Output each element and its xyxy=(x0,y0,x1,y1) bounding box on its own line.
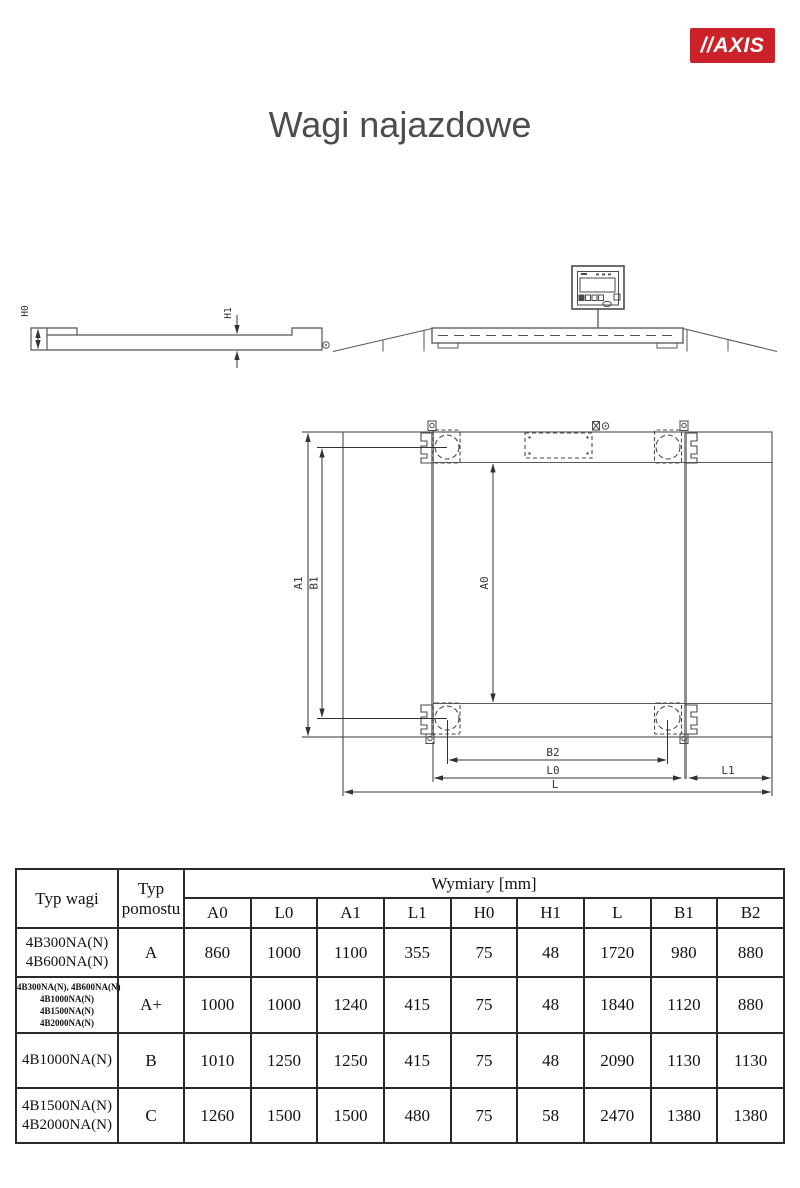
h1-label: H1 xyxy=(223,307,234,319)
side-view-profile xyxy=(31,328,322,350)
value-cell: 480 xyxy=(384,1088,451,1143)
l0-label: L0 xyxy=(546,764,560,777)
load-cell-bracket-top-right xyxy=(655,421,698,463)
l1-label: L1 xyxy=(721,764,735,777)
dim-col-header: H0 xyxy=(451,898,518,928)
pomost-cell: A xyxy=(118,928,184,977)
platform-outline xyxy=(343,432,772,737)
pomost-cell: B xyxy=(118,1033,184,1088)
value-cell: 1250 xyxy=(251,1033,318,1088)
value-cell: 1500 xyxy=(251,1088,318,1143)
value-cell: 2090 xyxy=(584,1033,651,1088)
value-cell: 1380 xyxy=(717,1088,784,1143)
table-row xyxy=(16,928,784,977)
b2-label: B2 xyxy=(546,746,560,759)
value-cell: 1500 xyxy=(317,1088,384,1143)
axis-logo-text: //AXIS xyxy=(700,33,765,57)
dim-col-header: L0 xyxy=(251,898,318,928)
table-row xyxy=(16,1033,784,1088)
model-cell: 4B1000NA(N) xyxy=(16,1033,118,1088)
load-cell-bracket-top-left xyxy=(421,421,460,463)
value-cell: 1720 xyxy=(584,928,651,977)
dim-col-header: B1 xyxy=(651,898,718,928)
value-cell: 75 xyxy=(451,1033,518,1088)
value-cell: 75 xyxy=(451,1088,518,1143)
value-cell: 1250 xyxy=(317,1033,384,1088)
bolt-icon xyxy=(593,422,609,431)
value-cell: 1120 xyxy=(651,977,718,1033)
h1-dimension xyxy=(223,307,237,368)
model-cell: 4B300NA(N) 4B600NA(N) xyxy=(16,928,118,977)
value-cell: 48 xyxy=(517,928,584,977)
top-view xyxy=(292,421,772,796)
profile-plate xyxy=(31,328,322,350)
value-cell: 2470 xyxy=(584,1088,651,1143)
ramp-side-view xyxy=(333,309,777,352)
indicator-display xyxy=(580,278,615,292)
value-cell: 48 xyxy=(517,977,584,1033)
value-cell: 1130 xyxy=(717,1033,784,1088)
value-cell: 1100 xyxy=(317,928,384,977)
platform-foot xyxy=(438,343,458,348)
typ-pomostu-header: Typ pomostu xyxy=(118,869,184,928)
value-cell: 48 xyxy=(517,1033,584,1088)
value-cell: 75 xyxy=(451,928,518,977)
page-title: Wagi najazdowe xyxy=(268,104,532,145)
h0-dimension xyxy=(20,305,38,348)
dim-col-header: B2 xyxy=(717,898,784,928)
l-label: L xyxy=(551,778,559,791)
value-cell: 1000 xyxy=(251,928,318,977)
value-cell: 415 xyxy=(384,977,451,1033)
dim-col-header: A0 xyxy=(184,898,251,928)
value-cell: 880 xyxy=(717,928,784,977)
h0-label: H0 xyxy=(20,305,31,317)
value-cell: 415 xyxy=(384,1033,451,1088)
dimension-lines xyxy=(302,432,772,796)
indicator-head xyxy=(572,266,624,309)
typ-wagi-header: Typ wagi xyxy=(16,869,118,928)
value-cell: 75 xyxy=(451,977,518,1033)
table-row xyxy=(16,1088,784,1143)
value-cell: 1130 xyxy=(651,1033,718,1088)
b1-label: B1 xyxy=(307,576,321,590)
value-cell: 860 xyxy=(184,928,251,977)
value-cell: 1010 xyxy=(184,1033,251,1088)
value-cell: 1380 xyxy=(651,1088,718,1143)
value-cell: 980 xyxy=(651,928,718,977)
dim-col-header: A1 xyxy=(317,898,384,928)
model-cell: 4B1500NA(N) 4B2000NA(N) xyxy=(16,1088,118,1143)
ramp-right xyxy=(683,329,777,352)
dimensions-table xyxy=(15,868,785,1144)
dim-col-header: H1 xyxy=(517,898,584,928)
value-cell: 1260 xyxy=(184,1088,251,1143)
pomost-cell: C xyxy=(118,1088,184,1143)
pomost-cell: A+ xyxy=(118,977,184,1033)
model-cell: 4B300NA(N), 4B600NA(N) 4B1000NA(N) 4B1500NA(N) 4B2000NA(N) xyxy=(16,977,118,1033)
a0-label: A0 xyxy=(478,576,491,590)
value-cell: 1240 xyxy=(317,977,384,1033)
dimensions-table-wrapper xyxy=(15,868,785,1144)
value-cell: 58 xyxy=(517,1088,584,1143)
platform-foot xyxy=(657,343,677,348)
junction-box xyxy=(525,433,592,458)
value-cell: 1000 xyxy=(251,977,318,1033)
value-cell: 1840 xyxy=(584,977,651,1033)
value-cell: 1000 xyxy=(184,977,251,1033)
value-cell: 880 xyxy=(717,977,784,1033)
dim-col-header: L1 xyxy=(384,898,451,928)
wymiary-header: Wymiary [mm] xyxy=(184,869,784,898)
a1-label: A1 xyxy=(292,576,305,590)
dim-col-header: L xyxy=(584,898,651,928)
indicator-annunciators xyxy=(581,273,611,275)
anchor-bolt-icon xyxy=(323,342,329,348)
value-cell: 355 xyxy=(384,928,451,977)
table-row xyxy=(16,977,784,1033)
